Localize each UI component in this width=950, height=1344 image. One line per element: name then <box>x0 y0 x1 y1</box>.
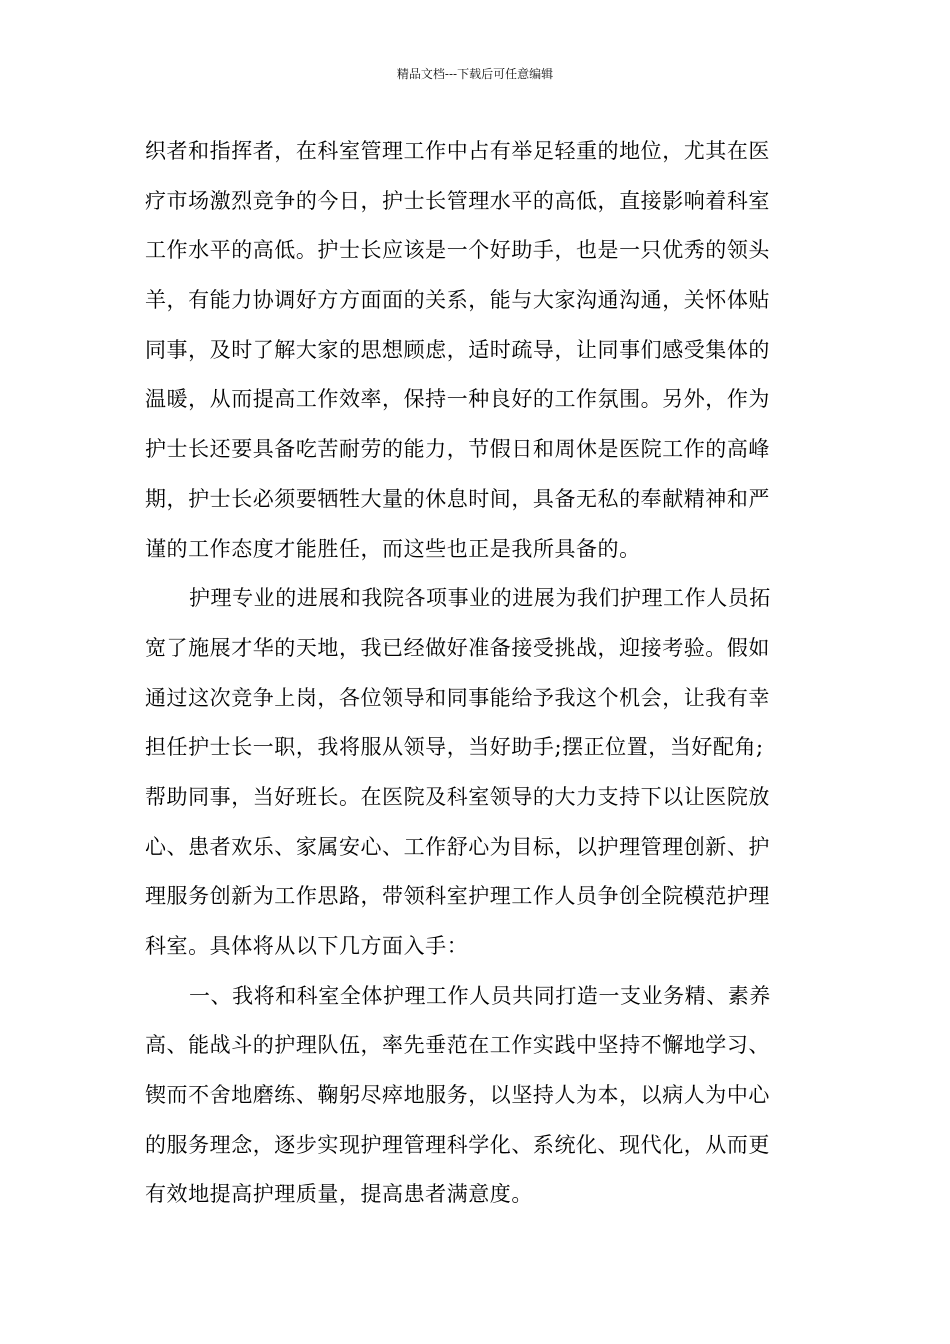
text-line: 心、患者欢乐、家属安心、工作舒心为目标，以护理管理创新、护 <box>145 834 770 859</box>
text-line: 通过这次竞争上岗，各位领导和同事能给予我这个机会，让我有幸 <box>145 685 770 710</box>
text-line: 担任护士长一职，我将服从领导，当好助手;摆正位置，当好配角; <box>145 735 764 760</box>
text-line: 锲而不舍地磨练、鞠躬尽瘁地服务，以坚持人为本，以病人为中心 <box>145 1083 770 1108</box>
text-line: 高、能战斗的护理队伍，率先垂范在工作实践中坚持不懈地学习、 <box>145 1033 770 1058</box>
text-line: 宽了施展才华的天地，我已经做好准备接受挑战，迎接考验。假如 <box>145 635 770 660</box>
text-line: 期，护士长必须要牺牲大量的休息时间，具备无私的奉献精神和严 <box>145 486 770 511</box>
text-line: 疗市场激烈竞争的今日，护士长管理水平的高低，直接影响着科室 <box>145 188 770 213</box>
text-line: 织者和指挥者，在科室管理工作中占有举足轻重的地位，尤其在医 <box>145 139 770 163</box>
page-header: 精品文档---下载后可任意编辑 <box>396 67 554 81</box>
text-line: 护理专业的进展和我院各项事业的进展为我们护理工作人员拓 <box>189 586 771 611</box>
document-body <box>145 127 807 1220</box>
text-line: 护士长还要具备吃苦耐劳的能力，节假日和周休是医院工作的高峰 <box>145 437 770 462</box>
text-line: 科室。具体将从以下几方面入手： <box>145 934 469 958</box>
text-line: 羊，有能力协调好方方面面的关系，能与大家沟通沟通，关怀体贴 <box>145 288 770 313</box>
text-line: 帮助同事，当好班长。在医院及科室领导的大力支持下以让医院放 <box>145 784 770 809</box>
text-line: 理服务创新为工作思路，带领科室护理工作人员争创全院模范护理 <box>145 884 770 909</box>
text-line: 一、我将和科室全体护理工作人员共同打造一支业务精、素养 <box>189 983 771 1008</box>
text-line: 谨的工作态度才能胜任，而这些也正是我所具备的。 <box>145 536 641 561</box>
text-line: 的服务理念，逐步实现护理管理科学化、系统化、现代化，从而更 <box>145 1132 770 1157</box>
text-line: 温暖，从而提高工作效率，保持一种良好的工作氛围。另外，作为 <box>145 387 770 412</box>
text-line: 工作水平的高低。护士长应该是一个好助手，也是一只优秀的领头 <box>145 238 770 263</box>
text-line: 有效地提高护理质量，提高患者满意度。 <box>145 1182 533 1207</box>
text-line: 同事，及时了解大家的思想顾虑，适时疏导，让同事们感受集体的 <box>145 337 770 362</box>
